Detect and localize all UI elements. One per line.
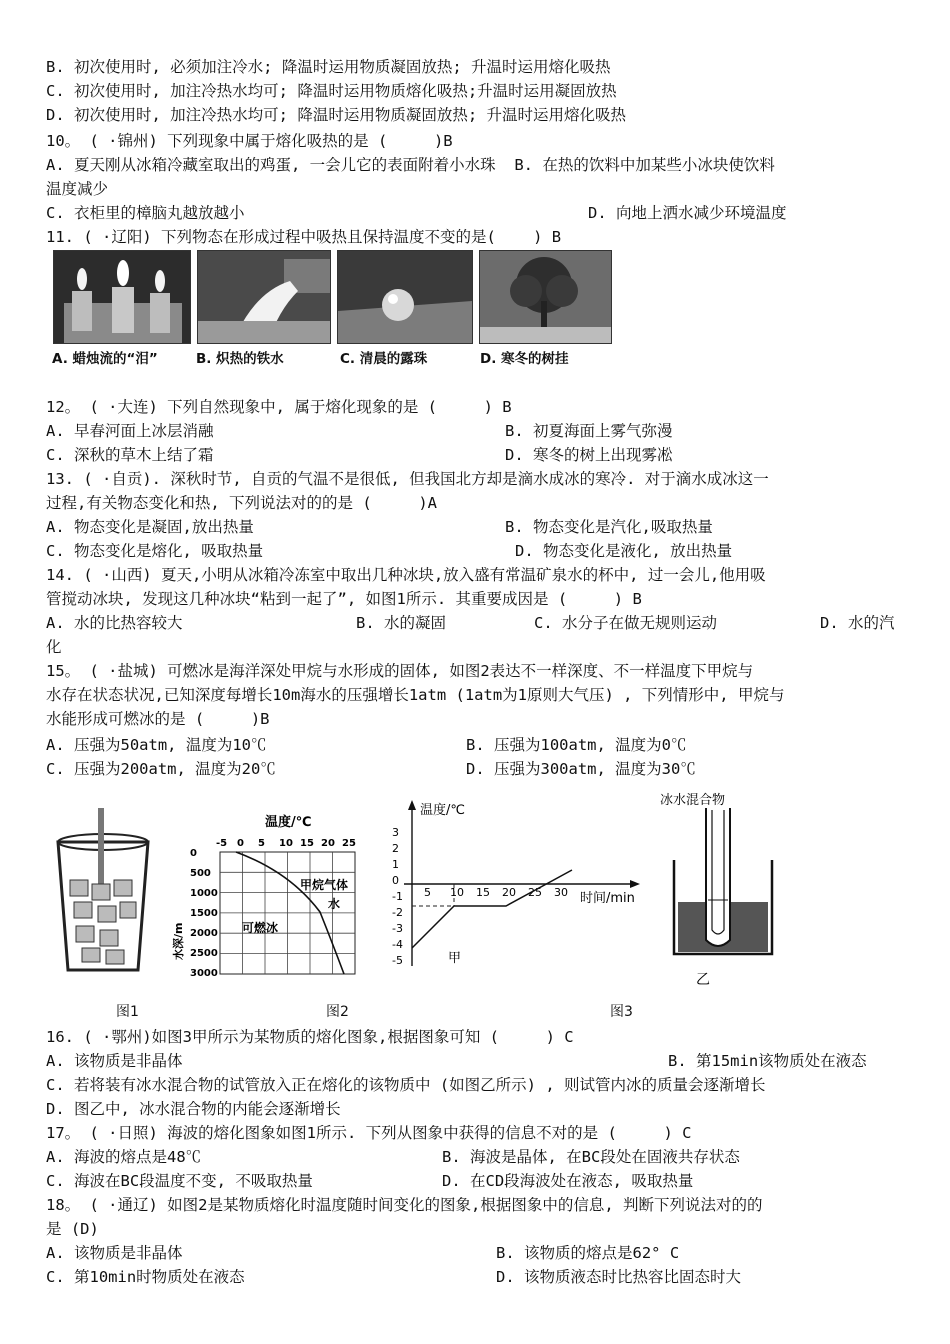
question-18-stem: 18。 ( ·通辽) 如图2是某物质熔化时温度随时间变化的图象,根据图象中的信息, 判断下列说法对的的 [46, 1196, 763, 1214]
option-c: C. 海波在BC段温度不变, 不吸取热量 [46, 1172, 313, 1190]
fig3-y-tick: -5 [392, 954, 403, 967]
figure-2-chart [170, 812, 380, 982]
caption-b: B. 炽热的铁水 [196, 351, 284, 367]
option-a: A. 水的比热容较大 [46, 614, 183, 632]
question-17-stem: 17。 ( ·日照) 海波的熔化图象如图1所示. 下列从图象中获得的信息不对的是 ( ) C [46, 1124, 692, 1142]
fig3-y-tick: -2 [392, 906, 403, 919]
fig2-x-tick: -5 [216, 838, 228, 849]
option-b: B. 水的凝固 [356, 614, 446, 632]
fig2-gas-label: 甲烷气体 [300, 878, 349, 892]
caption-c: C. 清晨的露珠 [340, 351, 428, 367]
option-b: B. 压强为100atm, 温度为0℃ [466, 736, 687, 754]
option-a: A. 该物质是非晶体 [46, 1244, 183, 1262]
fig3-y-tick: 2 [392, 842, 399, 855]
fig3-x-tick: 30 [554, 886, 568, 899]
option-c: C. 物态变化是熔化, 吸取热量 [46, 542, 264, 560]
fig3-x-tick: 5 [424, 886, 431, 899]
option-c: C. 压强为200atm, 温度为20℃ [46, 760, 276, 778]
option-b: B. 初夏海面上雾气弥漫 [505, 422, 673, 440]
option-d: D. 该物质液态时比热容比固态时大 [496, 1268, 741, 1286]
option-d: D. 向地上洒水减少环境温度 [588, 204, 787, 222]
fig2-x-tick: 25 [342, 838, 356, 849]
fig3-xlabel: 时间/min [580, 891, 635, 906]
question-18-stem-2: 是 (D) [46, 1220, 99, 1238]
figure-3-label: 图3 [610, 1004, 633, 1020]
fig2-x-tick: 15 [300, 838, 314, 849]
option-line: B. 初次使用时, 必须加注冷水; 降温时运用物质凝固放热; 升温时运用熔化吸热 [46, 58, 611, 76]
fig3-y-tick: -4 [392, 938, 403, 951]
fig3-y-tick: 0 [392, 874, 399, 887]
fig3-mix-label: 冰水混合物 [660, 793, 726, 808]
figure-3-beaker [660, 790, 790, 990]
fig2-x-tick: 0 [237, 838, 244, 849]
figure-2-label: 图2 [326, 1004, 349, 1020]
option-d: D. 寒冬的树上出现雾凇 [505, 446, 673, 464]
option-c: C. 衣柜里的樟脑丸越放越小 [46, 204, 245, 222]
option-a: A. 海波的熔点是48℃ [46, 1148, 202, 1166]
option-line: D. 初次使用时, 加注冷热水均可; 降温时运用物质凝固放热; 升温时运用熔化吸热 [46, 106, 626, 124]
fig3-y-tick: -3 [392, 922, 403, 935]
fig2-ice-label: 可燃冰 [242, 921, 279, 935]
fig3-y-tick: -1 [392, 890, 403, 903]
option-a: A. 早春河面上冰层消融 [46, 422, 214, 440]
option-b: B. 第15min该物质处在液态 [668, 1052, 867, 1070]
question-14-stem: 14. ( ·山西) 夏天,小明从冰箱冷冻室中取出几种冰块,放入盛有常温矿泉水的杯中, 过一会儿,他用吸 [46, 566, 766, 584]
question-15-stem: 15。 ( ·盐城) 可燃冰是海洋深处甲烷与水形成的固体, 如图2表达不一样深度、不一样温度下甲烷与 [46, 662, 754, 680]
option-d: D. 压强为300atm, 温度为30℃ [466, 760, 696, 778]
candle-photo [53, 250, 191, 344]
option-b: B. 物态变化是汽化,吸取热量 [505, 518, 713, 536]
fig3-x-tick: 15 [476, 886, 490, 899]
option-b: B. 该物质的熔点是62° C [496, 1244, 680, 1262]
figure-1-label: 图1 [116, 1004, 139, 1020]
fig2-y-tick: 2500 [190, 948, 218, 959]
fig2-y-tick: 500 [190, 868, 211, 879]
fig2-y-tick: 2000 [190, 928, 218, 939]
fig2-water-label: 水 [328, 897, 341, 911]
question-12-stem: 12。 ( ·大连) 下列自然现象中, 属于熔化现象的是 ( ) B [46, 398, 512, 416]
option-a: A. 压强为50atm, 温度为10℃ [46, 736, 267, 754]
figure-3-chart [384, 796, 644, 976]
fig2-y-tick: 3000 [190, 968, 218, 979]
option-line: A. 夏天刚从冰箱冷藏室取出的鸡蛋, 一会儿它的表面附着小水珠 B. 在热的饮料中加某些小冰块使饮料 [46, 156, 775, 174]
option-d-cont: 化 [46, 638, 62, 656]
fig3-y-tick: 3 [392, 826, 399, 839]
question-11-stem: 11. ( ·辽阳) 下列物态在形成过程中吸热且保持温度不变的是( ) B [46, 228, 562, 246]
option-d: D. 在CD段海波处在液态, 吸取热量 [442, 1172, 694, 1190]
option-d: D. 图乙中, 冰水混合物的内能会逐渐增长 [46, 1100, 341, 1118]
fig2-x-tick: 10 [279, 838, 293, 849]
fig3-yi-label: 乙 [696, 972, 710, 988]
fig2-ylabel: 水深/m [172, 922, 185, 960]
figure-1-cup [44, 800, 160, 980]
question-10-stem: 10。 ( ·锦州) 下列现象中属于熔化吸热的是 ( )B [46, 132, 453, 150]
option-d: D. 水的汽 [820, 614, 895, 632]
option-c: C. 第10min时物质处在液态 [46, 1268, 245, 1286]
question-15-stem-3: 水能形成可燃冰的是 ( )B [46, 710, 270, 728]
fig3-y-tick: 1 [392, 858, 399, 871]
option-c: C. 水分子在做无规则运动 [534, 614, 717, 632]
molten-iron-photo [197, 250, 331, 344]
fig3-x-tick: 10 [450, 886, 464, 899]
option-a: A. 物态变化是凝固,放出热量 [46, 518, 254, 536]
option-b: B. 海波是晶体, 在BC段处在固液共存状态 [442, 1148, 740, 1166]
fig2-y-tick: 1500 [190, 908, 218, 919]
question-15-stem-2: 水存在状态状况,已知深度每增长10m海水的压强增长1atm (1atm为1原则大气压) , 下列情形中, 甲烷与 [46, 686, 785, 704]
question-14-stem-2: 管搅动冰块, 发现这几种冰块“粘到一起了”, 如图1所示. 其重要成因是 ( ) B [46, 590, 642, 608]
question-13-stem: 13. ( ·自贡). 深秋时节, 自贡的气温不是很低, 但我国北方却是滴水成冰的寒冷. 对于滴水成冰这一 [46, 470, 769, 488]
option-c: C. 若将装有冰水混合物的试管放入正在熔化的该物质中 (如图乙所示) , 则试管内冰的质量会逐渐增长 [46, 1076, 766, 1094]
fig3-ylabel: 温度/℃ [420, 803, 465, 818]
fig2-y-tick: 1000 [190, 888, 218, 899]
option-d: D. 物态变化是液化, 放出热量 [515, 542, 733, 560]
fig3-jia-label: 甲 [448, 951, 462, 966]
fig2-y-tick: 0 [190, 848, 197, 859]
option-c: C. 深秋的草木上结了霜 [46, 446, 214, 464]
fig3-x-tick: 20 [502, 886, 516, 899]
fig2-title: 温度/℃ [265, 815, 312, 830]
option-line: C. 初次使用时, 加注冷热水均可; 降温时运用物质熔化吸热;升温时运用凝固放热 [46, 82, 617, 100]
fig2-x-tick: 20 [321, 838, 335, 849]
caption-d: D. 寒冬的树挂 [480, 351, 569, 367]
question-16-stem: 16. ( ·鄂州)如图3甲所示为某物质的熔化图象,根据图象可知 ( ) C [46, 1028, 574, 1046]
option-line: 温度减少 [46, 180, 109, 198]
question-13-stem-2: 过程,有关物态变化和热, 下列说法对的的是 ( )A [46, 494, 437, 512]
option-a: A. 该物质是非晶体 [46, 1052, 183, 1070]
dewdrop-photo [337, 250, 473, 344]
frost-tree-photo [479, 250, 612, 344]
fig2-x-tick: 5 [258, 838, 265, 849]
fig3-x-tick: 25 [528, 886, 542, 899]
caption-a: A. 蜡烛流的“泪” [52, 351, 158, 367]
